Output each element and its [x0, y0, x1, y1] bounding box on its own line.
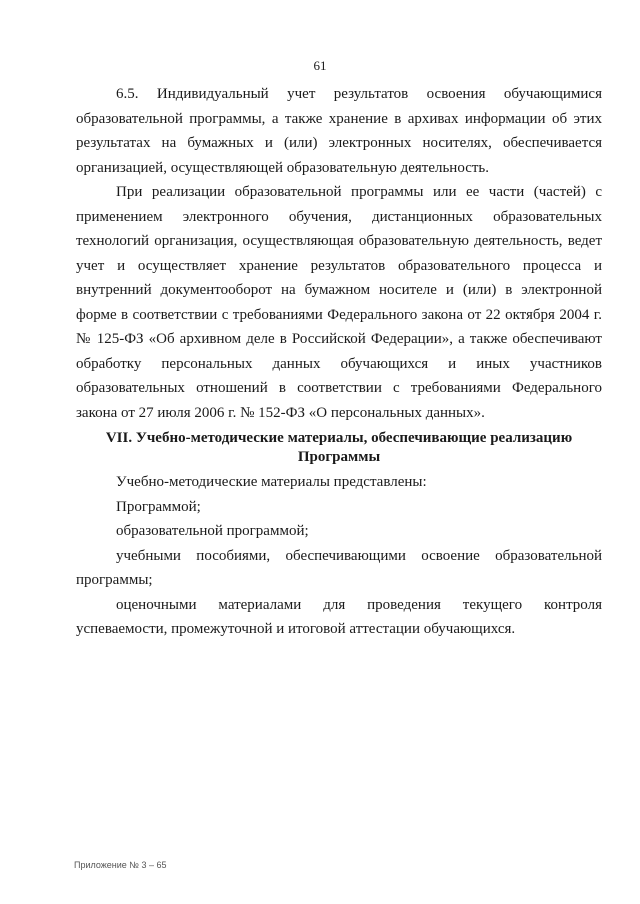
document-body [76, 82, 602, 642]
paragraph-electronic-learning: При реализации образовательной программы или ее части (частей) с применением электронного обучения, дистанционных образовательных технологий организация, осуществляющая образовательную деятельность, ведет учет и осуществляет хранение результатов образовательного процесса и внутренний документооборот на бумажном носителе и (или) в электронной форме в соответствии с требованиями Федерального закона от 22 октября 2004 г. № 125-ФЗ «Об архивном деле в Российской Федерации», а также обеспечивают обработку персональных данных обучающихся и иных участников образовательных отношений в соответствии с требованиями Федерального закона от 27 июля 2006 г. № 152-ФЗ «О персональных данных». [76, 184, 602, 421]
section-heading-line-2: Программы [297, 449, 381, 465]
section-heading-line-1: VII. Учебно-методические материалы, обеспечивающие реализацию [105, 430, 573, 446]
page-footer: Приложение № 3 – 65 [74, 860, 167, 870]
materials-item-program: Программой; [116, 498, 201, 515]
section-heading [76, 429, 602, 467]
materials-item-educational-program: образовательной программой; [116, 523, 309, 539]
page-number: 61 [313, 58, 327, 73]
materials-intro: Учебно-методические материалы представлены: [116, 474, 427, 490]
materials-item-assessment: оценочными материалами для проведения текущего контроля успеваемости, промежуточной и итоговой аттестации обучающихся. [76, 596, 602, 637]
materials-item-textbooks: учебными пособиями, обеспечивающими освоение образовательной программы; [76, 547, 602, 588]
paragraph-6-5: 6.5. Индивидуальный учет результатов освоения обучающимися образовательной программы, а также хранение в архивах информации об этих результатах на бумажных и (или) электронных носителях, обеспечивается организацией, осуществляющей образовательную деятельность. [76, 86, 602, 176]
